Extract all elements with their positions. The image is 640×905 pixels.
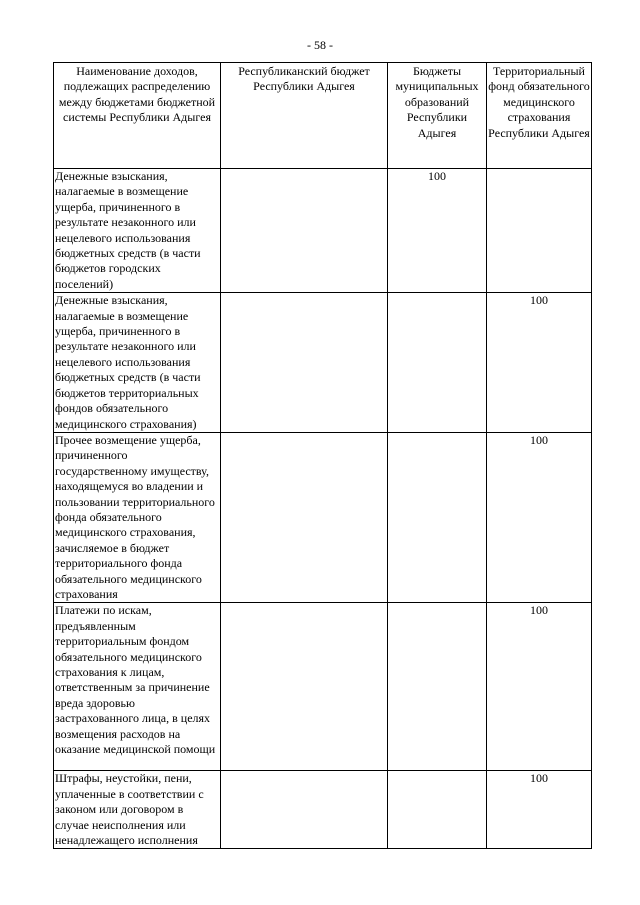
territorial-fund-cell: 100	[487, 603, 592, 771]
municipal-budgets-cell	[388, 771, 487, 849]
municipal-budgets-cell	[388, 603, 487, 771]
page-number: - 58 -	[307, 38, 333, 52]
table-header-row	[54, 63, 592, 169]
header-republican-budget: Республиканский бюджет Республики Адыгея	[221, 63, 388, 169]
table-row	[54, 771, 592, 849]
revenue-name-cell: Прочее возмещение ущерба, причиненного государственному имуществу, находящемуся во владении и пользовании территориального фонда обязательного медицинского страхования, зачисляемое в бюджет территориального фонда обязательного медицинского страхования	[54, 432, 221, 602]
revenue-name-cell: Денежные взыскания, налагаемые в возмещение ущерба, причиненного в результате незаконного или нецелевого использования бюджетных средств (в части бюджетов городских поселений)	[54, 169, 221, 293]
territorial-fund-cell: 100	[487, 293, 592, 433]
republican-budget-cell	[221, 432, 388, 602]
table-row	[54, 293, 592, 433]
revenue-name-cell: Штрафы, неустойки, пени, уплаченные в соответствии с законом или договором в случае неисполнения или ненадлежащего исполнения	[54, 771, 221, 849]
republican-budget-cell	[221, 603, 388, 771]
republican-budget-cell	[221, 771, 388, 849]
header-revenue-name: Наименование доходов, подлежащих распределению между бюджетами бюджетной системы Республики Адыгея	[54, 63, 221, 169]
revenue-distribution-table	[53, 62, 592, 849]
table-row	[54, 603, 592, 771]
header-municipal-budgets: Бюджеты муниципальных образований Республики Адыгея	[388, 63, 487, 169]
territorial-fund-cell: 100	[487, 432, 592, 602]
table-row	[54, 169, 592, 293]
municipal-budgets-cell	[388, 432, 487, 602]
revenue-name-cell: Денежные взыскания, налагаемые в возмещение ущерба, причиненного в результате незаконного или нецелевого использования бюджетных средств (в части бюджетов территориальных фондов обязательного медицинского страхования)	[54, 293, 221, 433]
municipal-budgets-cell: 100	[388, 169, 487, 293]
municipal-budgets-cell	[388, 293, 487, 433]
republican-budget-cell	[221, 169, 388, 293]
territorial-fund-cell	[487, 169, 592, 293]
table-row	[54, 432, 592, 602]
revenue-name-cell: Платежи по искам, предъявленным территориальным фондом обязательного медицинского страхования к лицам, ответственным за причинение вреда здоровью застрахованного лица, в целях возмещения расходов на оказание медицинской помощи	[54, 603, 221, 771]
header-territorial-fund: Территориальный фонд обязательного медицинского страхования Республики Адыгея	[487, 63, 592, 169]
republican-budget-cell	[221, 293, 388, 433]
territorial-fund-cell: 100	[487, 771, 592, 849]
